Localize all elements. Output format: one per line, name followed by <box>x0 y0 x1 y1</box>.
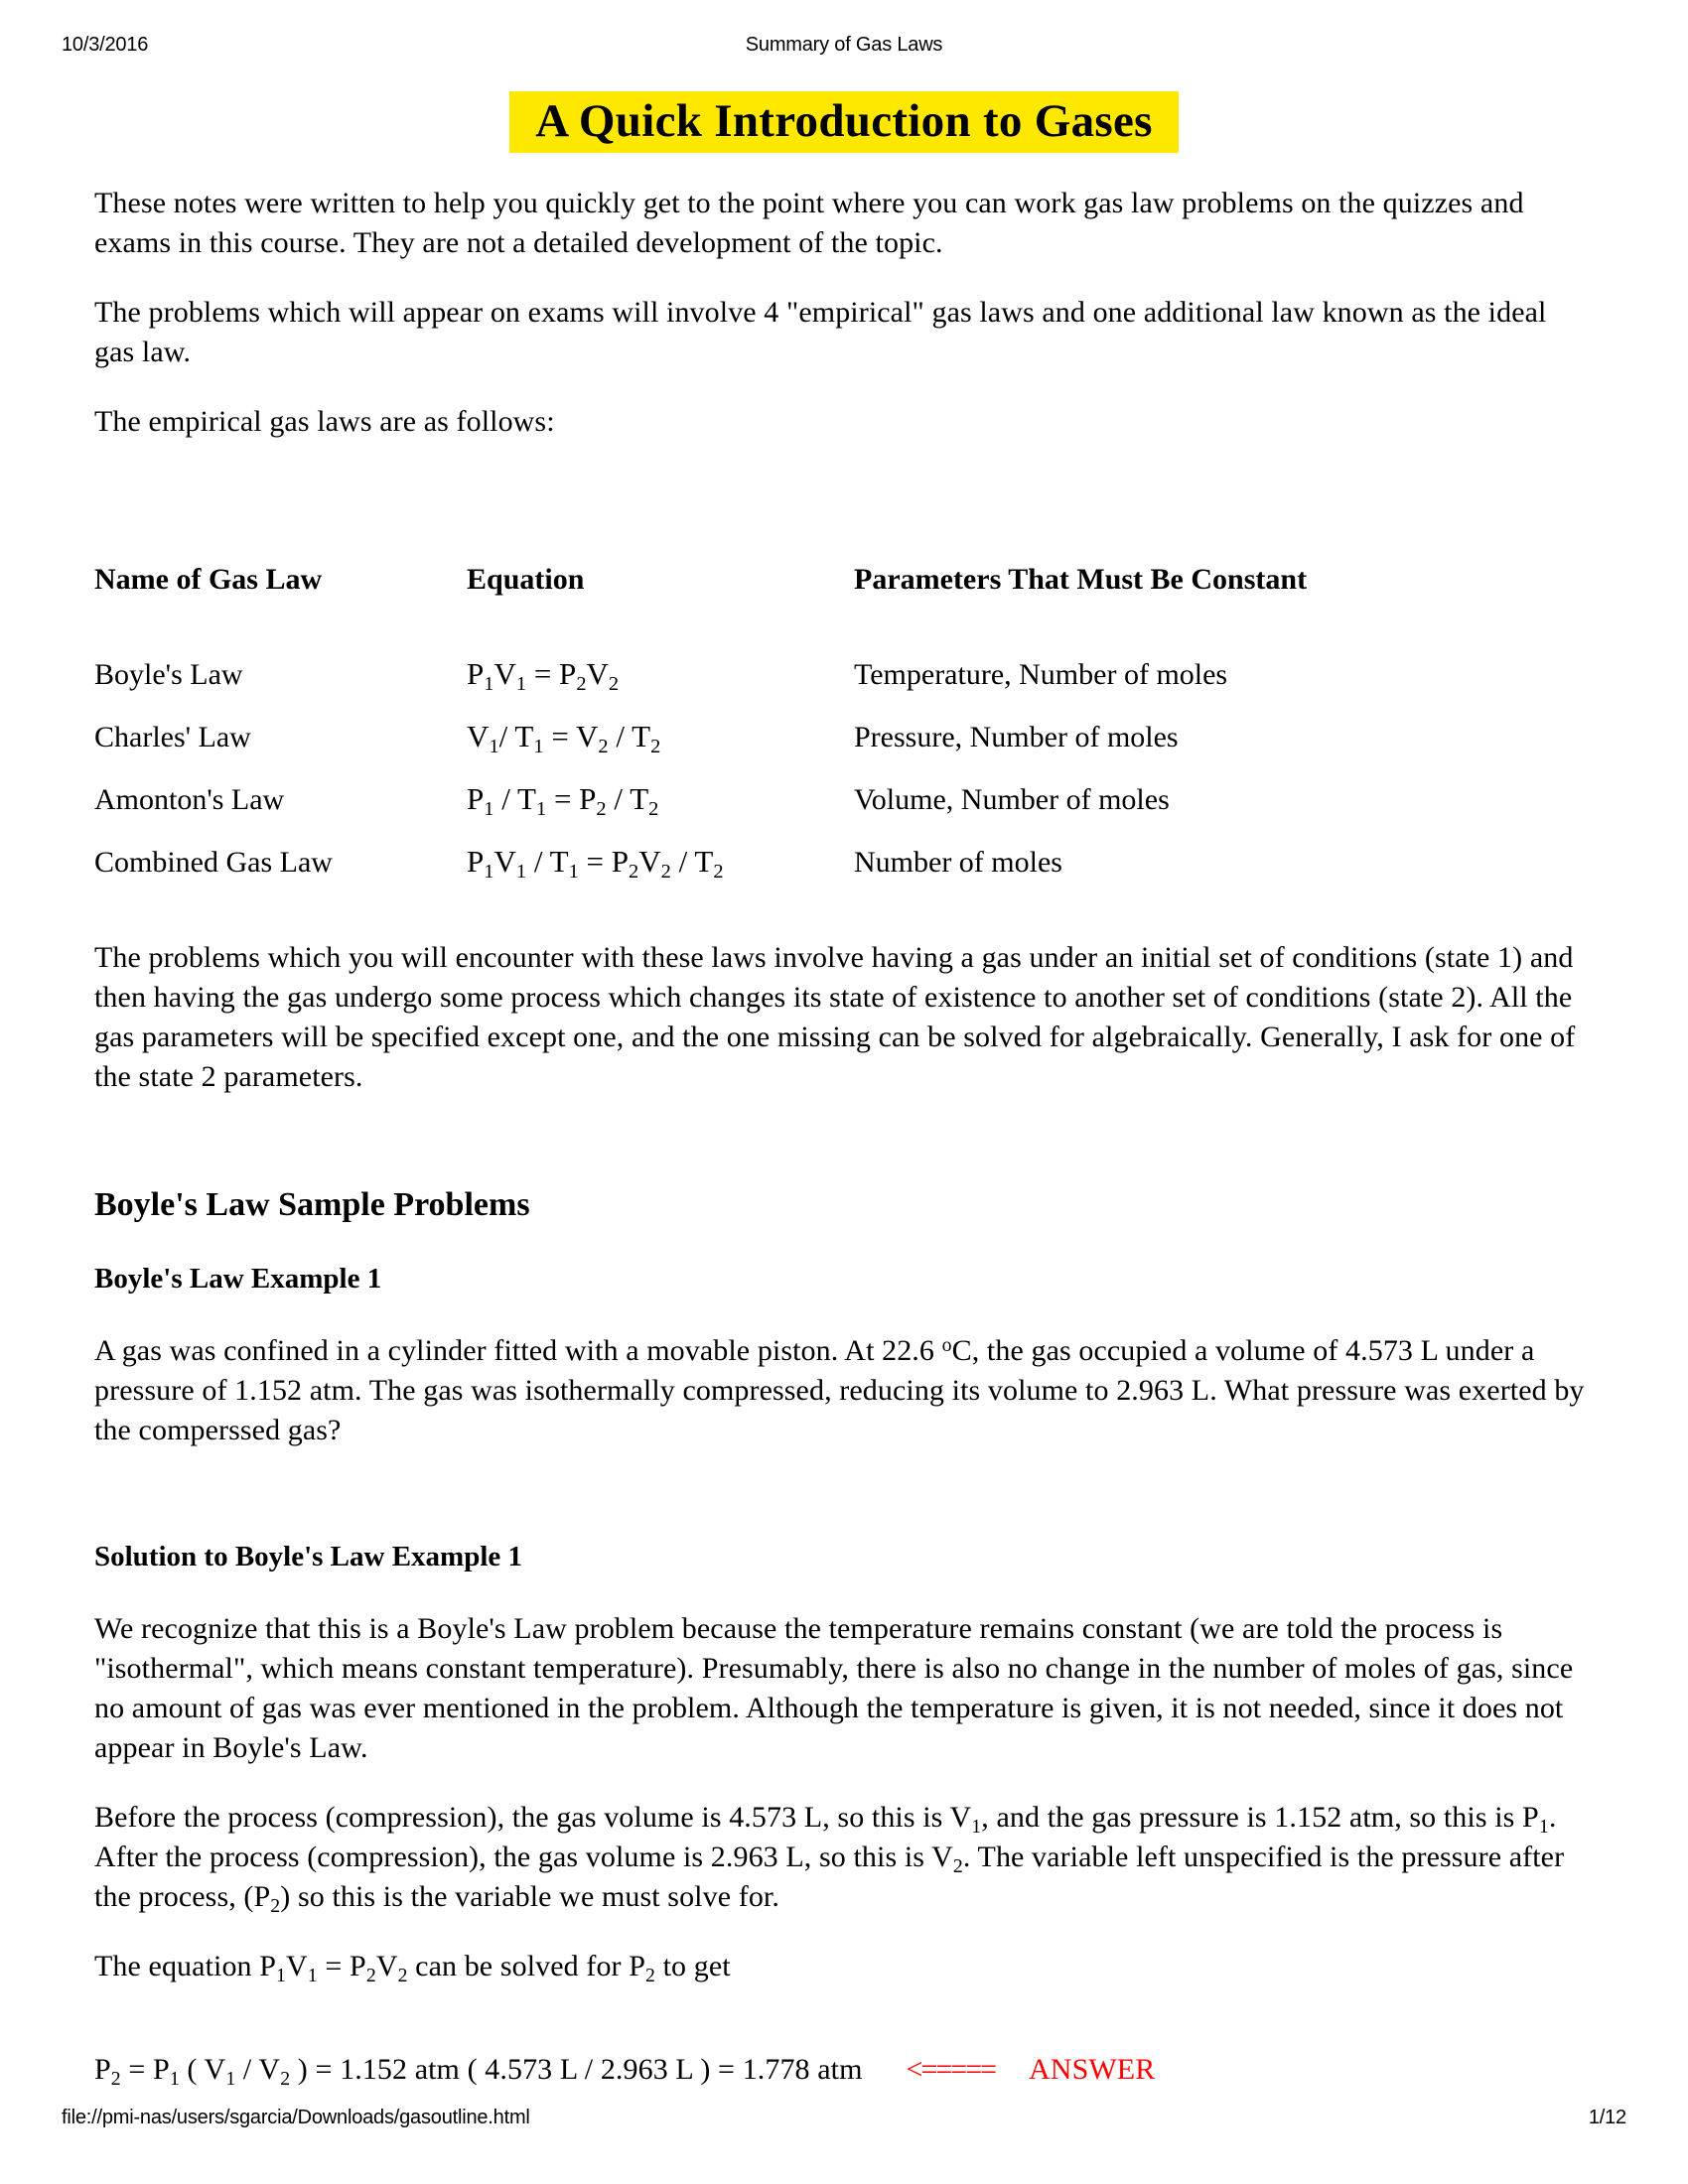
gas-law-name: Charles' Law <box>94 721 251 753</box>
answer-label: ANSWER <box>1029 2053 1156 2086</box>
equation-intro-line <box>94 1947 1594 1986</box>
header-document-title: Summary of Gas Laws <box>745 34 943 56</box>
column-header-name: Name of Gas Law <box>94 563 323 596</box>
ans-seg-3: ( V <box>179 2053 226 2086</box>
answer-equation-line <box>94 2050 1594 2090</box>
boyle-problem-statement <box>94 1331 1594 1450</box>
degree-symbol: o <box>941 1334 952 1357</box>
gas-law-equation: $P_1V_1 = P_2V_2$ <box>467 656 620 696</box>
gas-law-name: Amonton's Law <box>94 783 285 816</box>
table-header-row <box>94 563 1395 654</box>
spacer-after-example-heading <box>94 1297 1594 1331</box>
sol2-seg-2: , and the gas pressure is 1.152 atm, so this is P <box>981 1801 1539 1834</box>
table-row <box>94 717 1395 779</box>
after-table-paragraph: The problems which you will encounter with these laws involve having a gas under an initial set of conditions (state 1) and then having the gas undergo some process which changes its state of existence to another set of conditions (state 2). All the gas parameters will be specified except one, and the one missing can be solved for algebraically. Generally, I ask for one of the state 2 parameters. <box>94 941 1576 1093</box>
column-header-equation: Equation <box>467 563 585 596</box>
column-header-parameters: Parameters That Must Be Constant <box>854 563 1308 596</box>
eqintro-seg-5: can be solved for P <box>407 1950 646 1982</box>
eqintro-seg-4: V <box>375 1950 398 1982</box>
gas-law-parameters: Volume, Number of moles <box>854 783 1170 816</box>
eqintro-sub-4: 2 <box>397 1964 408 1986</box>
footer-source-url: file://pmi-nas/users/sgarcia/Downloads/gasoutline.html <box>62 2107 530 2128</box>
solution-paragraph-1: We recognize that this is a Boyle's Law problem because the temperature remains constant (we are told the process is "isothermal", which means constant temperature). Presumably, there is also no change in the number of moles of gas, since no amount of gas was ever mentioned in the problem. Although the temperature is given, it is not needed, since it does not appear in Boyle's Law. <box>94 1612 1574 1764</box>
eqintro-seg-2: V <box>286 1950 308 1982</box>
gas-law-parameters: Pressure, Number of moles <box>854 721 1179 753</box>
ans-sub-4: 2 <box>280 2067 291 2090</box>
sol2-seg-1: Before the process (compression), the gas volume is 4.573 L, so this is V <box>94 1801 972 1834</box>
spacer-after-solution-heading <box>94 1575 1594 1609</box>
sol2-sub-4: 2 <box>270 1894 281 1917</box>
subheading-boyle-example-1: Boyle's Law Example 1 <box>94 1263 382 1295</box>
gas-law-name: Combined Gas Law <box>94 846 333 879</box>
sol2-sub-2: 1 <box>1538 1815 1549 1838</box>
eqintro-seg-3: = P <box>317 1950 366 1982</box>
problem-text-part-1: A gas was confined in a cylinder fitted with a movable piston. At 22.6 <box>94 1334 942 1367</box>
section-heading-boyle-sample-problems: Boyle's Law Sample Problems <box>94 1186 530 1223</box>
gas-law-equation: $V_1/$ $T_1 = V_2 / T_2$ <box>467 719 661 758</box>
spacer-after-section-heading <box>94 1226 1594 1260</box>
sol2-seg-3: . After the process (compression), the gas volume is 2.963 L, so this is V <box>94 1801 1557 1873</box>
ans-sub-2: 1 <box>169 2067 180 2090</box>
sol2-sub-1: 1 <box>971 1815 982 1838</box>
eqintro-seg-1: The equation P <box>94 1950 277 1982</box>
ans-seg-5: ) = 1.152 atm ( 4.573 L / 2.963 L ) = 1.778 atm <box>290 2053 863 2086</box>
gas-law-equation: $P_1 / T_1 = P_2 / T_2$ <box>467 781 659 821</box>
spacer-before-boyle-section <box>94 1127 1594 1184</box>
footer-page-number: 1/12 <box>1588 2107 1626 2128</box>
sol2-seg-4: . The variable left unspecified is the pressure after the process, (P <box>94 1841 1565 1913</box>
problem-text-part-2: C, the gas occupied a volume of 4.573 L under a pressure of 1.152 atm. The gas was isothermally compressed, reducing its volume to 2.963 L. What pressure was exerted by the comperssed gas? <box>94 1334 1585 1446</box>
spacer-before-answer <box>94 2016 1594 2050</box>
page-title: A Quick Introduction to Gases <box>509 91 1179 153</box>
gas-law-equation: $P_1V_1 / T_1 = P_2V_2 / T_2$ <box>467 844 724 884</box>
sol2-seg-5: ) so this is the variable we must solve for. <box>280 1880 779 1913</box>
ans-sub-3: 1 <box>225 2067 236 2090</box>
document-body <box>94 184 1594 2119</box>
eqintro-seg-6: to get <box>655 1950 731 1982</box>
ans-seg-2: = P <box>120 2053 170 2086</box>
answer-arrow: <===== <box>906 2053 996 2086</box>
eqintro-sub-5: 2 <box>645 1964 656 1986</box>
intro-paragraph-2: The problems which will appear on exams will involve 4 "empirical" gas laws and one additional law known as the ideal gas law. <box>94 296 1547 368</box>
gas-law-table <box>94 563 1395 904</box>
intro-paragraph-3: The empirical gas laws are as follows: <box>94 405 555 438</box>
subheading-solution-boyle-example-1: Solution to Boyle's Law Example 1 <box>94 1541 523 1572</box>
solution-paragraph-2 <box>94 1798 1594 1917</box>
header-date: 10/3/2016 <box>62 34 149 56</box>
spacer-after-table <box>94 904 1594 938</box>
table-row <box>94 842 1395 904</box>
gas-law-name: Boyle's Law <box>94 658 243 691</box>
table-row <box>94 779 1395 842</box>
ans-seg-1: P <box>94 2053 111 2086</box>
eqintro-sub-1: 1 <box>276 1964 287 1986</box>
ans-sub-1: 2 <box>110 2067 121 2090</box>
table-row <box>94 654 1395 717</box>
gas-law-parameters: Number of moles <box>854 846 1062 879</box>
intro-paragraph-1: These notes were written to help you quickly get to the point where you can work gas law problems on the quizzes and exams in this course. They are not a detailed development of the topic. <box>94 187 1524 259</box>
spacer-before-table <box>94 472 1594 563</box>
eqintro-sub-2: 1 <box>307 1964 318 1986</box>
gas-law-parameters: Temperature, Number of moles <box>854 658 1228 691</box>
spacer-before-solution <box>94 1480 1594 1538</box>
sol2-sub-3: 2 <box>952 1854 963 1877</box>
eqintro-sub-3: 2 <box>365 1964 376 1986</box>
page-title-container <box>0 91 1688 153</box>
ans-seg-4: / V <box>235 2053 281 2086</box>
